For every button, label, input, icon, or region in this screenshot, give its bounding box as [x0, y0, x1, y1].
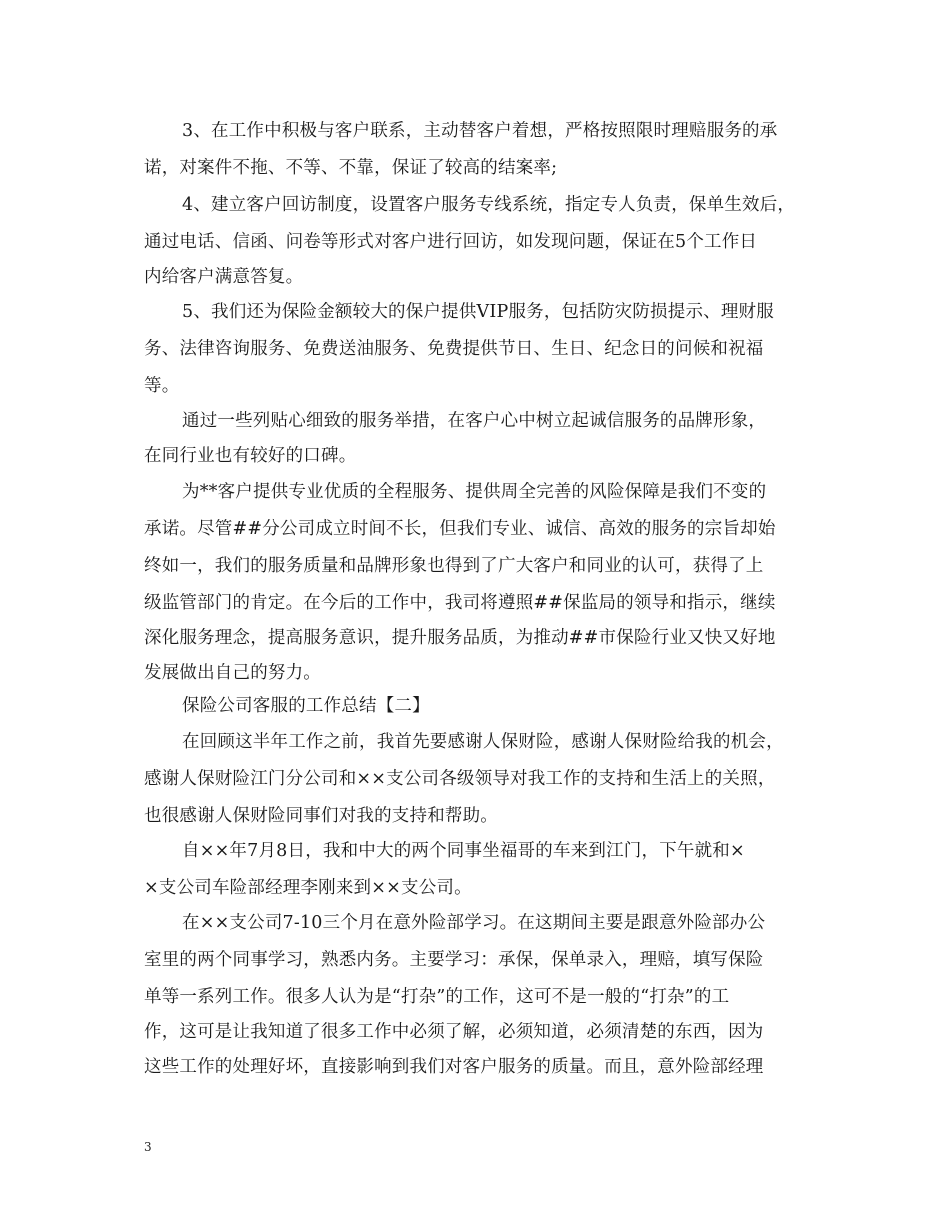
page-number: 3 [144, 1140, 152, 1154]
text-line: 终如一，我们的服务质量和品牌形象也得到了广大客户和同业的认可，获得了上 [144, 556, 764, 576]
text-line: ×支公司车险部经理李刚来到××支公司。 [144, 878, 472, 898]
text-line: 等。 [144, 376, 180, 396]
text-line: 诺，对案件不拖、不等、不靠，保证了较高的结案率; [144, 158, 558, 178]
text-line: 在同行业也有较好的口碑。 [144, 446, 357, 466]
text-line: 级监管部门的肯定。在今后的工作中，我司将遵照##保监局的领导和指示，继续 [144, 593, 776, 613]
text-line: 感谢人保财险江门分公司和××支公司各级领导对我工作的支持和生活上的关照， [144, 769, 776, 789]
text-line: 4、建立客户回访制度，设置客户服务专线系统，指定专人负责，保单生效后， [182, 195, 796, 215]
text-line: 在××支公司7-10三个月在意外险部学习。在这期间主要是跟意外险部办公 [182, 913, 766, 933]
text-line: 深化服务理念，提高服务意识，提升服务品质，为推动##市保险行业又快又好地 [144, 628, 776, 648]
text-line: 也很感谢人保财险同事们对我的支持和帮助。 [144, 806, 498, 826]
text-line: 内给客户满意答复。 [144, 267, 304, 287]
section-heading: 保险公司客服的工作总结【二】 [182, 696, 430, 716]
text-line: 在回顾这半年工作之前，我首先要感谢人保财险，感谢人保财险给我的机会， [182, 732, 784, 752]
text-line: 通过电话、信函、问卷等形式对客户进行回访，如发现问题，保证在5个工作日 [144, 232, 758, 252]
text-line: 务、法律咨询服务、免费送油服务、免费提供节日、生日、纪念日的问候和祝福 [144, 339, 764, 359]
text-line: 通过一些列贴心细致的服务举措，在客户心中树立起诚信服务的品牌形象， [182, 411, 767, 431]
text-line: 5、我们还为保险金额较大的保户提供VIP服务，包括防灾防损提示、理财服 [182, 302, 774, 322]
text-line: 这些工作的处理好坏，直接影响到我们对客户服务的质量。而且，意外险部经理 [144, 1057, 764, 1077]
text-line: 自××年7月8日，我和中大的两个同事坐福哥的车来到江门，下午就和× [182, 841, 745, 861]
text-line: 3、在工作中积极与客户联系，主动替客户着想，严格按照限时理赔服务的承 [182, 121, 778, 141]
text-line: 为**客户提供专业优质的全程服务、提供周全完善的风险保障是我们不变的 [182, 482, 767, 502]
text-line: 作，这可是让我知道了很多工作中必须了解，必须知道，必须清楚的东西，因为 [144, 1022, 764, 1042]
text-line: 承诺。尽管##分公司成立时间不长，但我们专业、诚信、高效的服务的宗旨却始 [144, 519, 776, 539]
text-line: 发展做出自己的努力。 [144, 663, 321, 683]
text-line: 室里的两个同事学习，熟悉内务。主要学习：承保，保单录入，理赔，填写保险 [144, 950, 764, 970]
text-line: 单等一系列工作。很多人认为是“打杂”的工作，这可不是一般的“打杂”的工 [144, 987, 730, 1007]
